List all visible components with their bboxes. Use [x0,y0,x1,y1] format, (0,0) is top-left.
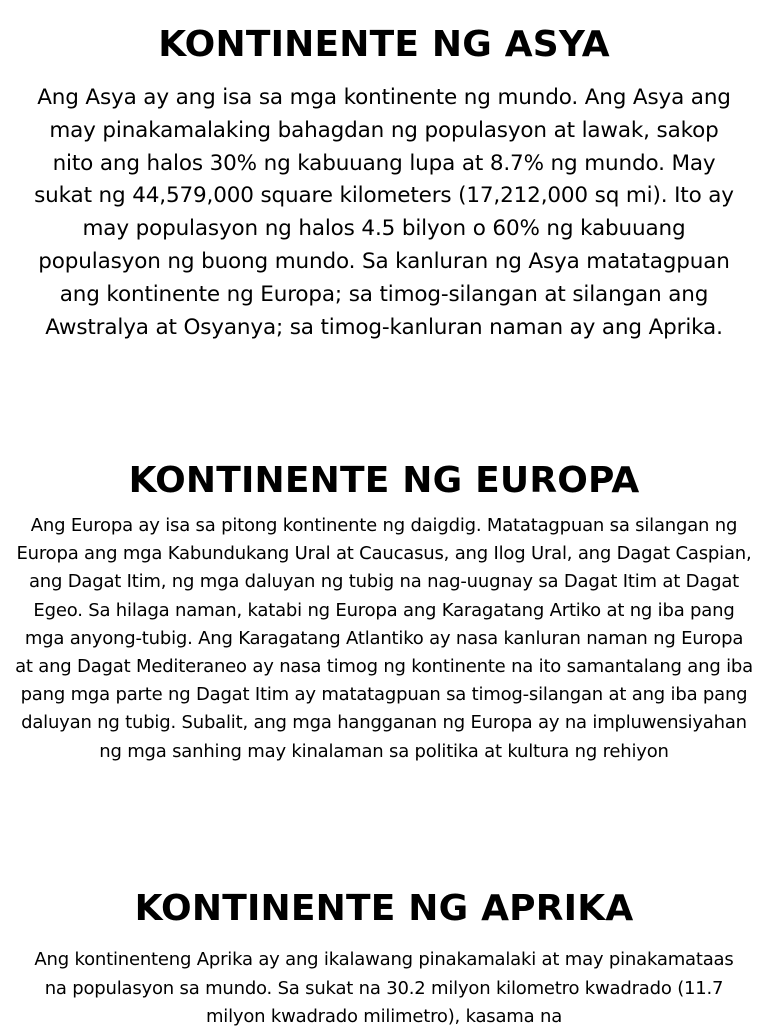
paragraph-europa: Ang Europa ay isa sa pitong kontinente ng daigdig. Matatagpuan sa silangan ng Europa ang mga Kabundukang Ural at Caucasus, ang Ilog Ural, ang Dagat Caspian, ang Dagat Itim, ng mga daluyan ng tubig na nag-uugnay sa Dagat Itim at Dagat Egeo. Sa hilaga naman, katabi ng Europa ang Karagatang Artiko at ng iba pang mga anyong-tubig. Ang Karagatang Atlantiko ay nasa kanluran naman ng Europa at ang Dagat Mediteraneo ay nasa timog ng kontinente na ito samantalang ang iba pang mga parte ng Dagat Itim ay matatagpuan sa timog-silangan at ang iba pang daluyan ng tubig. Subalit, ang mga hangganan ng Europa ay na impluwensiyahan ng mga sanhing may kinalaman sa politika at kultura ng rehiyon [15,515,753,762]
paragraph-aprika: Ang kontinenteng Aprika ay ang ikalawang pinakamalaki at may pinakamataas na populasyon sa mundo. Sa sukat na 30.2 milyon kilometro kwadrado (11.7 milyon kwadrado milimetro), kasama na [34,949,734,1027]
heading-aprika: KONTINENTE NG APRIKA [134,888,634,929]
section-asya [0,20,768,344]
heading-asya: KONTINENTE NG ASYA [158,24,610,65]
section-aprika [0,884,768,1032]
paragraph-asya: Ang Asya ay ang isa sa mga kontinente ng mundo. Ang Asya ang may pinakamalaking bahagdan ng populasyon at lawak, sakop nito ang halos 30% ng kabuuang lupa at 8.7% ng mundo. May sukat ng 44,579,000 square kilometers (17,212,000 sq mi). Ito ay may populasyon ng halos 4.5 bilyon o 60% ng kabuuang populasyon ng buong mundo. Sa kanluran ng Asya matatagpuan ang kontinente ng Europa; sa timog-silangan at silangan ang Awstralya at Osyanya; sa timog-kanluran naman ay ang Aprika. [34,85,734,340]
section-europa [0,456,768,766]
heading-europa: KONTINENTE NG EUROPA [128,460,640,501]
